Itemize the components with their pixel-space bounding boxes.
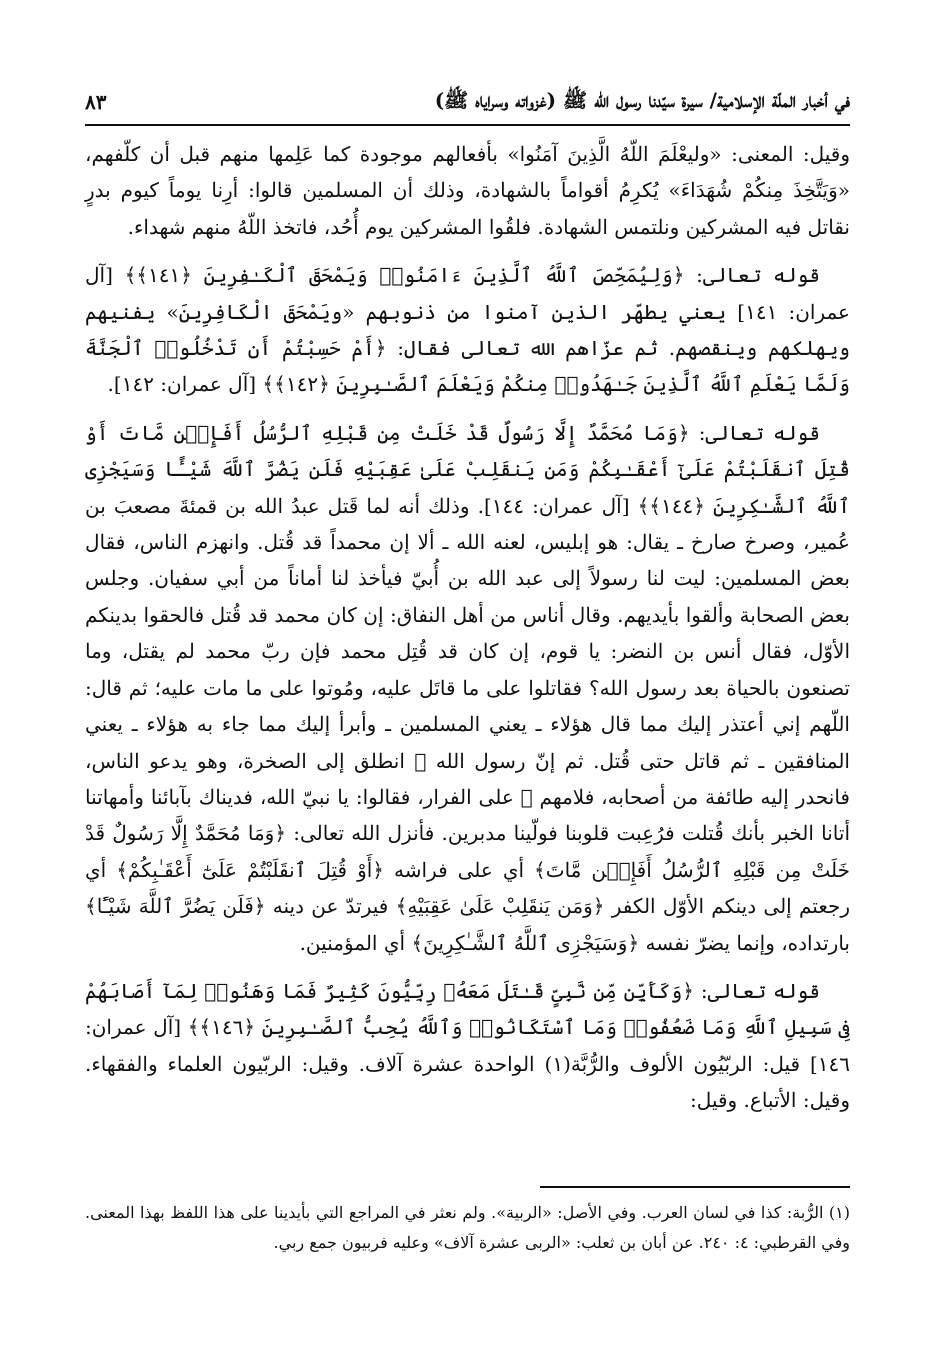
- header-title: في أخبار الملّة الإسلامية/ سيرة سيّدنا رسول الله ﷺ (غزواته وسراياه ﷺ): [434, 87, 850, 112]
- main-text: [85, 136, 850, 1131]
- page-number: ٨٣: [85, 90, 107, 114]
- footnote: (١) الرُّبة: كذا في لسان العرب. وفي الأصل: «الربية». ولم نعثر في المراجع التي بأيدينا على هذا اللفظ بهذا المعنى. وفي القرطبي: ٤: ٢٤٠. عن أبان بن ثعلب: «الربى عشرة آلاف» وعليه فربيون جمع ربي.: [85, 1203, 850, 1252]
- paragraph: قوله تعالى: ﴿وَكَأَيِّن مِّن نَّبِىٍّ قَـٰتَلَ مَعَهُۥ رِبِّيُّونَ كَثِيرٌ فَمَا وَهَنُوا۟ لِمَآ أَصَابَهُمْ فِى سَبِيلِ ٱللَّهِ وَمَا ضَعُفُوا۟ وَمَا ٱسْتَكَانُوا۟ وَٱللَّهُ يُحِبُّ ٱلصَّـٰبِرِينَ ﴿١٤٦﴾﴾ [آل عمران: ١٤٦] قيل: الربّيُون الألوف والرُّبَّة(١) الواحدة عشرة آلاف. وقيل: الربّيون العلماء والفقهاء. وقيل: الأتباع. وقيل:: [85, 978, 851, 1113]
- paragraph: قوله تعالى: ﴿وَمَا مُحَمَّدٌ إِلَّا رَسُولٌ قَدْ خَلَتْ مِن قَبْلِهِ ٱلرُّسُلُ أَفَإِي۟ن مَّاتَ أَوْ قُتِلَ ٱنقَلَبْتُمْ عَلَىٰٓ أَعْقَـٰبِكُمْ وَمَن يَنقَلِبْ عَلَىٰ عَقِبَيْهِ فَلَن يَضُرَّ ٱللَّهَ شَيْـًٔا وَسَيَجْزِى ٱللَّهُ ٱلشَّـٰكِرِينَ ﴿١٤٤﴾﴾ [آل عمران: ١٤٤]. وذلك أنه لما قَتل عبدُ الله بن قمئةَ مصعبَ بن عُمير، وصرخ صارخ ـ يقال: هو إبليس، لعنه الله ـ ألا إن محمداً قد قُتل. وانهزم الناس، فقال بعض المسلمين: ليت لنا رسولاً إلى عبد الله بن أُبيّ فيأخذ لنا أماناً من أبي سفيان. وجلس بعض الصحابة وألقوا بأيديهم. وقال أناس من أهل النفاق: إن كان محمد قد قُتل فالحقوا بدينكم الأوّل، فقال أنس بن النضر: يا قوم، إن كان قد قُتِل محمد فإن ربّ محمد لم يقتل، وما تصنعون بالحياة بعد رسول الله؟ فقاتلوا على ما قاتَل عليه، ومُوتوا على ما مات عليه؛ ثم قال: اللّهم إني أعتذر إليك مما قال هؤلاء ـ يعني المسلمين ـ وأبرأ إليك مما جاء به هؤلاء ـ يعني المنافقين ـ ثم قاتل حتى قُتل. ثم إنّ رسول الله ﷺ انطلق إلى الصخرة، وهو يدعو الناس، فانحدر إليه طائفة من أصحابه، فلامهم ﷺ على الفرار، فقالوا: يا نبيّ الله، فديناك بآبائنا وأمهاتنا أتانا الخبر بأنك قُتلت فرُعِبت قلوبنا فولّينا مدبرين. فأنزل الله تعالى: ﴿وَمَا مُحَمَّدٌ إِلَّا رَسُولٌ قَدْ خَلَتْ مِن قَبْلِهِ ٱلرُّسُلُ أَفَإِي۟ن مَّاتَ﴾ أي على فراشه ﴿أَوْ قُتِلَ ٱنقَلَبْتُمْ عَلَىٰٓ أَعْقَـٰبِكُمْ﴾ أي رجعتم إلى دينكم الأوّل الكفر ﴿وَمَن يَنقَلِبْ عَلَىٰ عَقِبَيْهِ﴾ فيرتدّ عن دينه ﴿فَلَن يَضُرَّ ٱللَّهَ شَيْـًٔا﴾ بارتداده، وإنما يضرّ نفسه ﴿وَسَيَجْزِى ٱللَّهُ ٱلشَّـٰكِرِينَ﴾ أي المؤمنين.: [85, 420, 850, 955]
- running-header: [85, 82, 850, 122]
- header-divider: [85, 124, 850, 126]
- paragraph: قوله تعالى: ﴿وَلِيُمَحِّصَ ٱللَّهُ ٱلَّذِينَ ءَامَنُوا۟ وَيَمْحَقَ ٱلْكَـٰفِرِينَ ﴿١٤١﴾﴾ [آل عمران: ١٤١] يعني يطهّر الذين آمنوا من ذنوبهم «ويَمْحَقَ الْكَافِرِينَ» يفنيهم ويهلكهم وينقصهم. ثم عزّاهم الله تعالى فقال: ﴿أَمْ حَسِبْتُمْ أَن تَدْخُلُوا۟ ٱلْجَنَّةَ وَلَمَّا يَعْلَمِ ٱللَّهُ ٱلَّذِينَ جَـٰهَدُوا۟ مِنكُمْ وَيَعْلَمَ ٱلصَّـٰبِرِينَ ﴿١٤٢﴾﴾ [آل عمران: ١٤٢].: [85, 263, 850, 397]
- footnote-divider: [540, 1186, 850, 1188]
- paragraph: وقيل: المعنى: «وليعْلَمَ اللّهُ الَّذِينَ آمَنُوا» بأفعالهم موجودة كما عَلِمها منهم قبل أن كلّفهم، «وَيَتَّخِذَ مِنكُمْ شُهَدَاءَ» يُكرِمُ أقواماً بالشهادة، وذلك أن المسلمين قالوا: أرِنا يوماً كيوم بدرٍ نقاتل فيه المشركين ونلتمس الشهادة. فلقُوا المشركين يوم أُحُد، فاتخذ اللّهُ منهم شهداء.: [85, 142, 850, 239]
